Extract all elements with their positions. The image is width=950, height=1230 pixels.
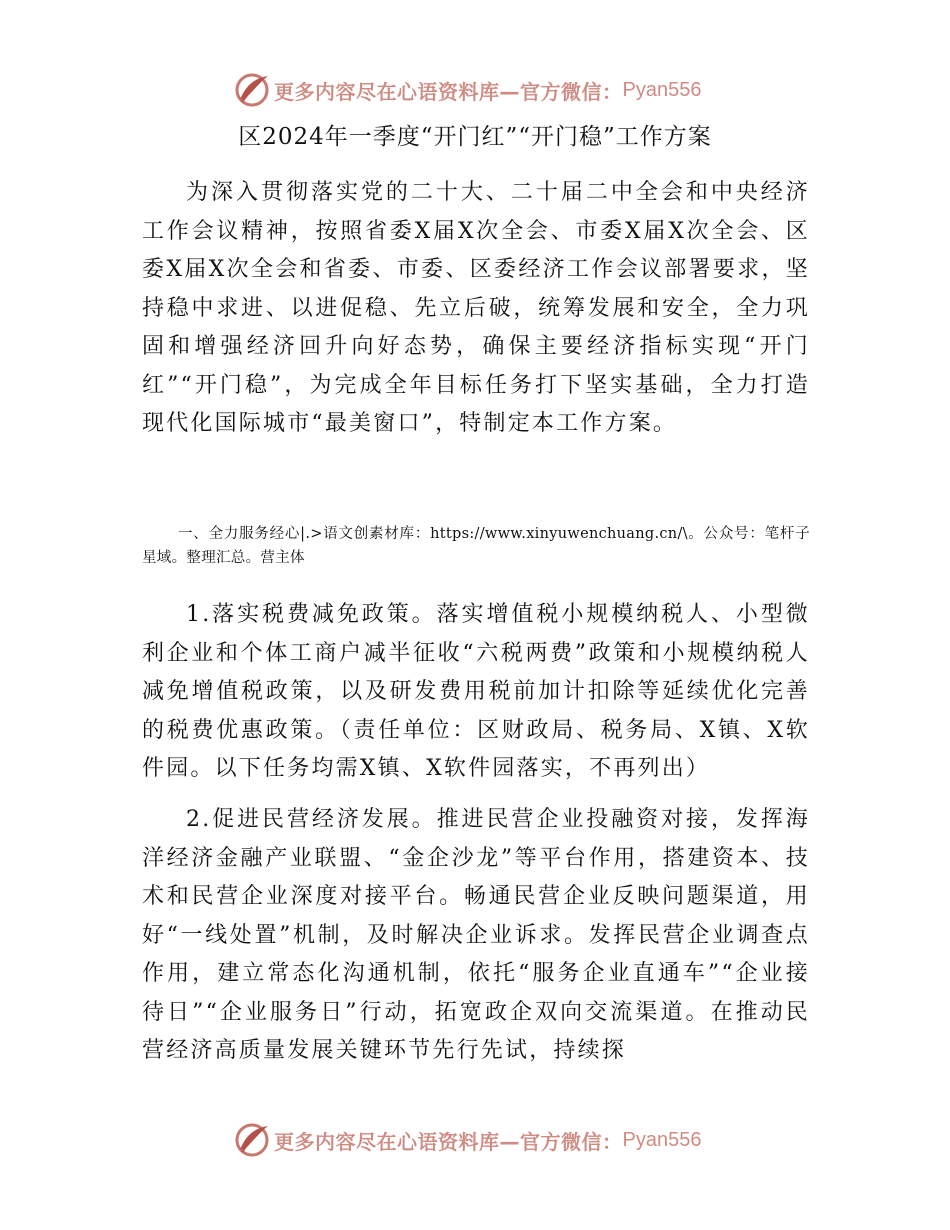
pen-logo-icon: [232, 1120, 272, 1160]
item-1-paragraph: 1.落实税费减免政策。落实增值税小规模纳税人、小型微利企业和个体工商户减半征收“六税两费”政策和小规模纳税人减免增值税政策，以及研发费用税前加计扣除等延续优化完善的税费优惠政策。（责任单位：区财政局、税务局、X镇、X软件园。以下任务均需X镇、X软件园落实，不再列出）: [142, 602, 810, 781]
document-title: 区2024年一季度“开门红”“开门稳”工作方案: [238, 124, 712, 150]
banner-wechat-id: Pyan556: [622, 78, 702, 101]
banner-text: 更多内容尽在心语资料库—官方微信：: [274, 1129, 623, 1154]
pen-logo-icon: [232, 70, 272, 110]
banner-wechat-id: Pyan556: [622, 1128, 702, 1151]
item-2-paragraph: 2.促进民营经济发展。推进民营企业投融资对接，发挥海洋经济金融产业联盟、“金企沙龙”等平台作用，搭建资本、技术和民营企业深度对接平台。畅通民营企业反映问题渠道，用好“一线处置”机制，及时解决企业诉求。发挥民营企业调查点作用，建立常态化沟通机制，依托“服务企业直通车”“企业接待日”“企业服务日”行动，拓宽政企双向交流渠道。在推动民营经济高质量发展关键环节先行先试，持续探: [142, 807, 810, 1063]
footer-banner: [232, 1120, 732, 1160]
header-banner: [232, 70, 732, 110]
section-heading: 一、全力服务经心|.>语文创素材库：https://www.xinyuwenchuang.cn/\。公众号：笔杆子星域。整理汇总。营主体: [142, 526, 810, 566]
banner-text: 更多内容尽在心语资料库—官方微信：: [274, 79, 623, 104]
intro-paragraph: 为深入贯彻落实党的二十大、二十届二中全会和中央经济工作会议精神，按照省委X届X次全会、市委X届X次全会、区委X届X次全会和省委、市委、区委经济工作会议部署要求，坚持稳中求进、以进促稳、先立后破，统筹发展和安全，全力巩固和增强经济回升向好态势，确保主要经济指标实现“开门红”“开门稳”，为完成全年目标任务打下坚实基础，全力打造现代化国际城市“最美窗口”，特制定本工作方案。: [142, 180, 810, 436]
